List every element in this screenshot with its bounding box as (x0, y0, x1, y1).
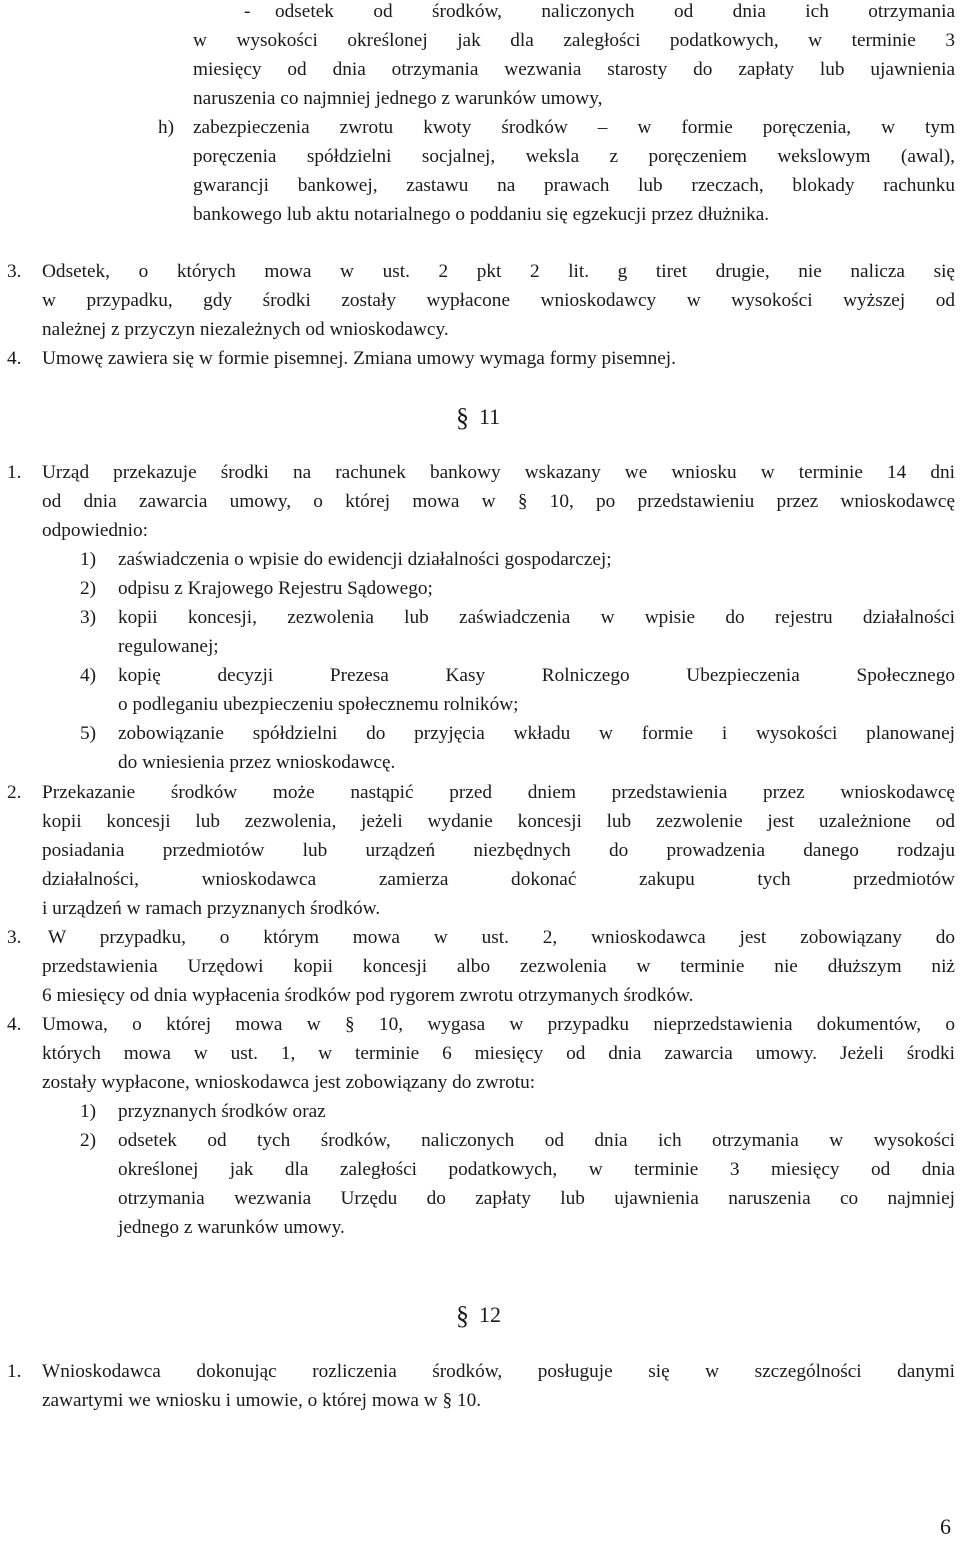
list-marker: h) (158, 117, 175, 138)
text-line: Umowa, o której mowa w § 10, wygasa w przypadku nieprzedstawienia dokumentów, o (42, 1014, 955, 1035)
paragraph-marker: 3. (7, 927, 22, 948)
text-line: zostały wypłacone, wnioskodawca jest zobowiązany do zwrotu: (42, 1072, 536, 1093)
text-line: Wnioskodawca dokonując rozliczenia środków, posługuje się w szczególności danymi (42, 1361, 955, 1382)
list-item-text: odpisu z Krajowego Rejestru Sądowego; (118, 578, 433, 599)
text-line: zabezpieczenia zwrotu kwoty środków – w formie poręczenia, w tym (193, 117, 955, 138)
list-marker: 3) (80, 607, 97, 628)
text-line: przedstawienia Urzędowi kopii koncesji albo zezwolenia w terminie nie dłuższym niż (42, 956, 955, 977)
list-item-text: kopii koncesji, zezwolenia lub zaświadczenia w wpisie do rejestru działalności (118, 607, 955, 628)
list-item-text: zobowiązanie spółdzielni do przyjęcia wkładu w formie i wysokości planowanej (118, 723, 955, 744)
list-item-text: otrzymania wezwania Urzędu do zapłaty lub ujawnienia naruszenia co najmniej (118, 1188, 955, 1209)
section-symbol: § (456, 403, 469, 432)
list-item-text: o podleganiu ubezpieczeniu społecznemu rolników; (118, 694, 519, 715)
list-item-text: regulowanej; (118, 636, 219, 657)
list-item-text: odsetek od tych środków, naliczonych od dnia ich otrzymania w wysokości (118, 1130, 955, 1151)
text-line: 6 miesięcy od dnia wypłacenia środków pod rygorem zwrotu otrzymanych środków. (42, 985, 694, 1006)
text-line: poręczenia spółdzielni socjalnej, weksla z poręczeniem wekslowym (awal), (193, 146, 955, 167)
text-line: odpowiednio: (42, 520, 149, 541)
paragraph-marker: 1. (7, 462, 22, 483)
text-line: w wysokości określonej jak dla zaległości podatkowych, w terminie 3 (193, 30, 955, 51)
section-number: 11 (479, 404, 501, 429)
text-line: kopii koncesji lub zezwolenia, jeżeli wydanie koncesji lub zezwolenie jest uzależnione od (42, 811, 955, 832)
text-line: zawartymi we wniosku i umowie, o której mowa w § 10. (42, 1390, 482, 1411)
text-line: od dnia zawarcia umowy, o której mowa w § 10, po przedstawieniu przez wnioskodawcę (42, 491, 955, 512)
text-line: Odsetek, o których mowa w ust. 2 pkt 2 lit. g tiret drugie, nie nalicza się (42, 261, 955, 282)
text-line: odsetek od środków, naliczonych od dnia ich otrzymania (275, 1, 955, 22)
text-line: i urządzeń w ramach przyznanych środków. (42, 898, 381, 919)
page-number: 6 (940, 1514, 951, 1539)
list-marker: 4) (80, 665, 97, 686)
list-item-text: do wniesienia przez wnioskodawcę. (118, 752, 396, 773)
text-line: posiadania przedmiotów lub urządzeń niezbędnych do prowadzenia danego rodzaju (42, 840, 955, 861)
text-line: W przypadku, o którym mowa w ust. 2, wnioskodawca jest zobowiązany do (48, 927, 955, 948)
text-line: miesięcy od dnia otrzymania wezwania starosty do zapłaty lub ujawnienia (193, 59, 955, 80)
list-marker: 1) (80, 549, 97, 570)
list-marker: 5) (80, 723, 97, 744)
text-line: należnej z przyczyn niezależnych od wnioskodawcy. (42, 319, 449, 340)
section-heading-11 (456, 401, 500, 431)
list-item-text: kopię decyzji Prezesa Kasy Rolniczego Ubezpieczenia Społecznego (118, 665, 955, 686)
list-item-text: jednego z warunków umowy. (118, 1217, 345, 1238)
text-line: Przekazanie środków może nastąpić przed dniem przedstawienia przez wnioskodawcę (42, 782, 955, 803)
text-line: naruszenia co najmniej jednego z warunków umowy, (193, 88, 603, 109)
paragraph-marker: 1. (7, 1361, 22, 1382)
text-line: działalności, wnioskodawca zamierza dokonać zakupu tych przedmiotów (42, 869, 955, 890)
list-marker: 2) (80, 578, 97, 599)
list-item-text: przyznanych środków oraz (118, 1101, 326, 1122)
text-line: Urząd przekazuje środki na rachunek bankowy wskazany we wniosku w terminie 14 dni (42, 462, 955, 483)
paragraph-marker: 3. (7, 261, 22, 282)
paragraph-marker: 4. (7, 1014, 22, 1035)
section-heading-12 (456, 1299, 501, 1329)
list-marker: - (244, 1, 251, 22)
list-item-text: określonej jak dla zaległości podatkowych, w terminie 3 miesięcy od dnia (118, 1159, 955, 1180)
section-number: 12 (479, 1302, 501, 1327)
text-line: Umowę zawiera się w formie pisemnej. Zmiana umowy wymaga formy pisemnej. (42, 348, 676, 369)
paragraph-marker: 2. (7, 782, 22, 803)
list-marker: 2) (80, 1130, 97, 1151)
text-line: których mowa w ust. 1, w terminie 6 miesięcy od dnia zawarcia umowy. Jeżeli środki (42, 1043, 955, 1064)
list-item-text: zaświadczenia o wpisie do ewidencji działalności gospodarczej; (118, 549, 612, 570)
list-marker: 1) (80, 1101, 97, 1122)
text-line: w przypadku, gdy środki zostały wypłacone wnioskodawcy w wysokości wyższej od (42, 290, 955, 311)
text-line: bankowego lub aktu notarialnego o poddaniu się egzekucji przez dłużnika. (193, 204, 770, 225)
text-line: gwarancji bankowej, zastawu na prawach lub rzeczach, blokady rachunku (193, 175, 955, 196)
paragraph-marker: 4. (7, 348, 22, 369)
section-symbol: § (456, 1301, 469, 1330)
